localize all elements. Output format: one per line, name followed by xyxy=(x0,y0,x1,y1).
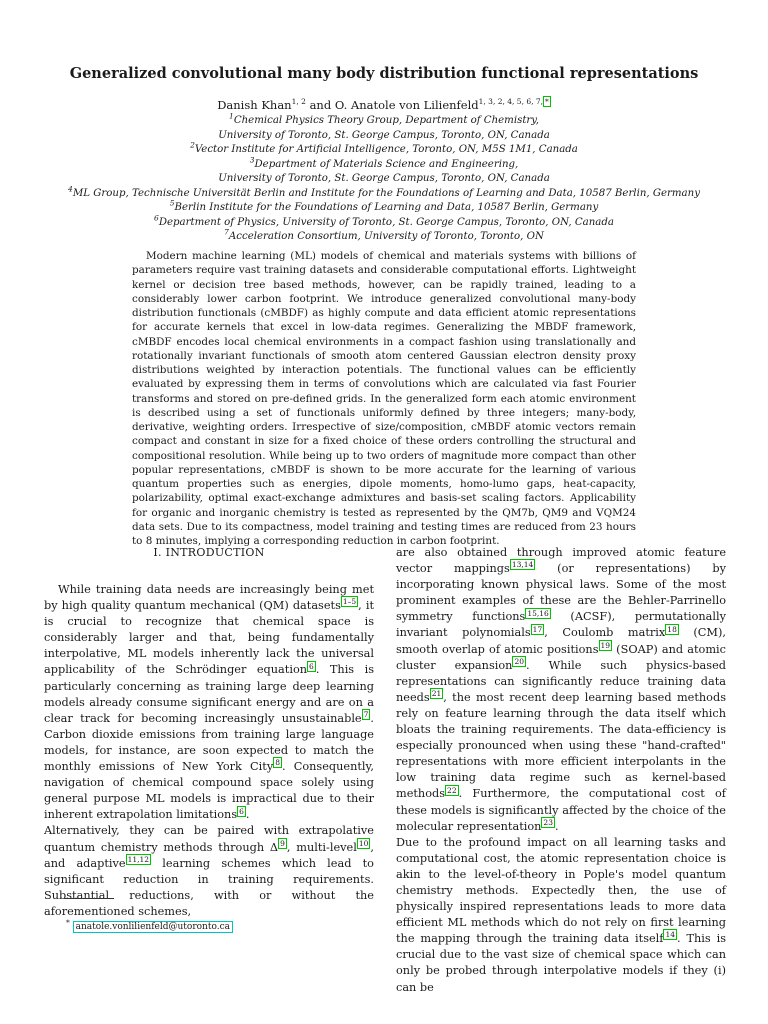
section-heading-introduction: I. INTRODUCTION xyxy=(153,546,265,559)
email-link[interactable]: anatole.vonlilienfeld@utoronto.ca xyxy=(73,921,233,933)
author-and: and xyxy=(309,98,332,112)
citation-link[interactable]: 6 xyxy=(309,661,314,671)
citation-link[interactable]: 7 xyxy=(363,709,369,719)
affiliation-text: Berlin Institute for the Foundations of Learning and Data, 10587 Berlin, Germany xyxy=(174,202,599,213)
citation-link[interactable]: 18 xyxy=(667,624,677,634)
author-von-lilienfeld: O. Anatole von Lilienfeld xyxy=(334,98,479,112)
affiliation-line xyxy=(40,184,728,202)
author-khan-affil: 1, 2 xyxy=(291,97,306,107)
affiliation-text: University of Toronto, St. George Campus, Toronto, ON, Canada xyxy=(218,129,550,141)
citation-link[interactable]: 13,14 xyxy=(511,560,534,570)
citation-link[interactable]: 21 xyxy=(431,689,442,699)
affiliation-number: 6 xyxy=(154,213,159,223)
citation-link[interactable]: 15,16 xyxy=(527,608,549,618)
right-column xyxy=(396,545,726,996)
affiliation-text: Vector Institute for Artificial Intelligence, Toronto, ON, M5S 1M1, Canada xyxy=(194,144,578,155)
paper-title: Generalized convolutional many body distribution functional representations xyxy=(69,65,699,82)
affiliation-line xyxy=(40,227,728,245)
affiliation-text: Department of Materials Science and Engineering, xyxy=(254,158,519,170)
author-line xyxy=(40,97,728,113)
affiliations-block xyxy=(40,111,728,245)
citation-link[interactable]: 23 xyxy=(543,817,553,827)
citation-link[interactable]: 17 xyxy=(532,624,543,634)
abstract: Modern machine learning (ML) models of chemical and materials systems with billions of parameters require vast training datasets and considerable computational efforts. Lightweight kernel or decision tree based methods, however, can be rapidly trained, leading to a considerably lower carbon footprint. We introduce generalized convolutional many-body distribution functionals (cMBDF) as highly compute and data efficient atomic representations for accurate kernels that excel in low-data regimes. Generalizing the MBDF framework, cMBDF encodes local chemical environments in a compact fashion using translationally and rotationally invariant functionals of smooth atom centered Gaussian electron density proxy distributions weighted by interaction potentials. The functional values can be efficiently evaluated by expressing them in terms of convolutions which are calculated via fast Fourier transforms and stored on pre-defined grids. In the generalized form each atomic environment is described using a set of functionals uniformly defined by three integers; many-body, derivative, weighting orders. Irrespective of size/composition, cMBDF atomic vectors remain compact and constant in size for a fixed choice of these orders controlling the structural and compositional resolution. While being up to two orders of magnitude more compact than other popular representations, cMBDF is shown to be more accurate for the learning of various quantum properties such as energies, dipole moments, homo-lumo gaps, heat-capacity, polarizability, optimal exact-exchange admixtures and basis-set scaling factors. Applicability for organic and inorganic chemistry is tested as represented by the QM7b, QM9 and VQM24 data sets. Due to its compactness, model training and testing times are reduced from 23 hours to 8 minutes, implying a corresponding reduction in carbon footprint. xyxy=(132,250,636,547)
intro-paragraph-2: Alternatively, they can be paired with extrapolative quantum chemistry methods through Δ $^9$ , multi-level $^{10}$ , and adaptive $^{11,12}$ learning schemes which lead to significant reduction in training requirements. Substantial reductions, with or without the aforementioned schemes, xyxy=(44,824,374,918)
affiliation-line xyxy=(40,129,728,144)
affiliation-text: Chemical Physics Theory Group, Department of Chemistry, xyxy=(233,115,539,126)
affiliation-number: 7 xyxy=(224,227,229,237)
citation-link[interactable]: 19 xyxy=(600,640,611,650)
affiliation-text: Department of Physics, University of Toronto, St. George Campus, Toronto, ON, Canada xyxy=(158,216,614,228)
affiliation-line xyxy=(40,111,728,129)
affiliation-line xyxy=(40,172,728,187)
intro-paragraph-3: are also obtained through improved atomic feature vector mappings $^{13,14}$ (or representations) by incorporating known physical laws. Some of the most prominent examples of these are the Behler-Parrinello symmetry functions $^{15,16}$ (ACSF), permutationally invariant polynomials $^{17}$ , Coulomb matrix $^{18}$ (CM), smooth overlap of atomic positions $^{19}$ (SOAP) and atomic cluster expansion $^{20}$ . While such physics-based representations can significantly reduce training data needs $^{21}$ , the most recent deep learning based methods rely on feature learning through the data itself which bloats the training requirements. The data-efficiency is especially pronounced when using these "hand-crafted" representations with more efficient interpolants in the low training data regime such as kernel-based methods $^{22}$ . Furthermore, the computational cost of these models is significantly affected by the choice of the molecular representation $^{23}$ . xyxy=(396,546,726,833)
corresponding-author-link[interactable]: * xyxy=(545,97,549,107)
affiliation-line xyxy=(40,155,728,173)
footnote xyxy=(66,918,233,933)
footnote-mark: * xyxy=(66,918,70,927)
citation-link[interactable]: 8 xyxy=(275,758,280,768)
affiliation-text: ML Group, Technische Universität Berlin and Institute for the Foundations of Learning and Data, 10587 Berlin, Germany xyxy=(72,187,700,199)
citation-link[interactable]: 22 xyxy=(447,785,457,795)
affiliation-text: University of Toronto, St. George Campus, Toronto, ON, Canada xyxy=(218,173,550,184)
citation-link[interactable]: 9 xyxy=(280,838,285,848)
intro-paragraph-4: Due to the profound impact on all learning tasks and computational cost, the atomic representation choice is akin to the level-of-theory in Pople's model quantum chemistry methods. Expectedly then, the use of physically inspired representations leads to more data efficient ML methods which do not rely on first learning the mapping through the training data itself $^{14}$ . This is crucial due to the vast size of chemical space which can only be probed through interpolative models if they (i) can be xyxy=(396,835,726,994)
author-von-lilienfeld-affil: 1, 3, 2, 4, 5, 6, 7, xyxy=(478,97,544,107)
citation-link[interactable]: 10 xyxy=(358,838,369,848)
citation-link[interactable]: 1–5 xyxy=(342,597,357,607)
footnote-rule xyxy=(64,898,114,899)
affiliation-number: 3 xyxy=(249,155,255,165)
citation-link[interactable]: 11,12 xyxy=(127,854,150,864)
author-khan: Danish Khan xyxy=(217,98,292,112)
affiliation-line xyxy=(40,198,728,216)
affiliation-line xyxy=(40,213,728,231)
citation-link[interactable]: 20 xyxy=(514,656,524,666)
left-column xyxy=(44,545,374,920)
affiliation-number: 2 xyxy=(190,140,195,150)
affiliation-number: 1 xyxy=(229,111,234,121)
affiliation-line xyxy=(40,140,728,158)
citation-link[interactable]: 6 xyxy=(239,806,244,816)
intro-paragraph-1: While training data needs are increasingly being met by high quality quantum mechanical (QM) datasets $^{1-5}$ , it is crucial to recognize that chemical space is considerably larger and that, being fundamentally interpolative, ML models inherently lack the universal applicability of the Schrödinger equation $^6$ . This is particularly concerning as training large deep learning models already consume significant energy and are on a clear track for becoming increasingly unsustainable $^7$ . Carbon dioxide emissions from training large language models, for instance, are soon expected to match the monthly emissions of New York City $^8$ . Consequently, navigation of chemical compound space solely using general purpose ML models is impractical due to their inherent extrapolation limitations $^6$ . xyxy=(44,583,374,822)
affiliation-number: 5 xyxy=(169,198,175,208)
affiliation-number: 4 xyxy=(68,184,73,194)
affiliation-text: Acceleration Consortium, University of Toronto, Toronto, ON xyxy=(228,231,544,242)
citation-link[interactable]: 14 xyxy=(665,930,676,940)
